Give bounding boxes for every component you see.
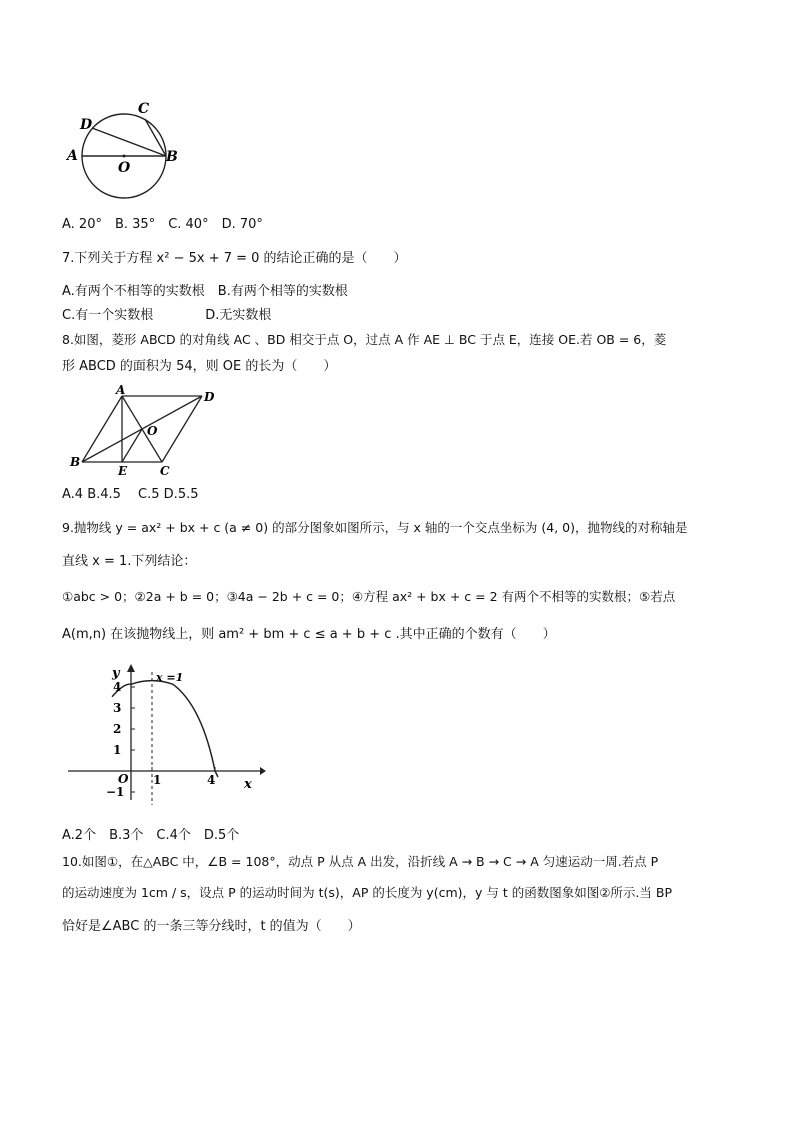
q6-options: A. 20° B. 35° C. 40° D. 70° bbox=[62, 217, 263, 232]
label-d: D bbox=[80, 117, 93, 133]
q7-options-row2: C.有一个实数根 D.无实数根 bbox=[62, 308, 272, 323]
chord-db bbox=[92, 128, 166, 156]
q9-stem-line3: ①abc > 0；②2a + b = 0；③4a − 2b + c = 0；④方程 ax² + bx + c = 2 有两个不相等的实数根；⑤若点 bbox=[62, 589, 676, 604]
label-c: C bbox=[160, 464, 170, 478]
y-tick-label-neg1: −1 bbox=[106, 785, 125, 799]
q10-stem-line3: 恰好是∠ABC 的一条三等分线时，t 的值为（ ） bbox=[62, 919, 361, 934]
q9-options: A.2个 B.3个 C.4个 D.5个 bbox=[62, 828, 240, 843]
q9-stem-line2: 直线 x = 1.下列结论： bbox=[62, 554, 197, 569]
parabola-graph bbox=[62, 660, 272, 810]
x-axis-label: x bbox=[244, 777, 252, 792]
label-e: E bbox=[118, 464, 128, 478]
center-point bbox=[123, 155, 126, 158]
side-ab bbox=[82, 396, 122, 462]
q7-stem: 7.下列关于方程 x² − 5x + 7 = 0 的结论正确的是（ ） bbox=[62, 251, 407, 266]
y-tick-label-2: 2 bbox=[113, 722, 122, 736]
x-axis-arrow bbox=[260, 767, 266, 775]
label-a: A bbox=[116, 383, 126, 397]
chord-cb bbox=[145, 119, 166, 156]
label-a: A bbox=[67, 148, 78, 164]
y-axis-arrow bbox=[127, 664, 135, 672]
q8-options: A.4 B.4.5 C.5 D.5.5 bbox=[62, 487, 199, 502]
y-tick-label-4: 4 bbox=[113, 680, 122, 694]
origin-label: O bbox=[118, 772, 129, 786]
symmetry-axis-label: x =1 bbox=[156, 671, 184, 684]
circle-figure bbox=[62, 98, 192, 208]
label-c: C bbox=[138, 101, 150, 117]
rhombus-figure bbox=[62, 382, 232, 480]
y-tick-label-1: 1 bbox=[113, 743, 122, 757]
q7-options-row1: A.有两个不相等的实数根 B.有两个相等的实数根 bbox=[62, 284, 348, 299]
side-cd bbox=[162, 396, 202, 462]
x-tick-label-4: 4 bbox=[207, 773, 216, 787]
x-tick-label-1: 1 bbox=[153, 773, 162, 787]
q8-stem-line2: 形 ABCD 的面积为 54，则 OE 的长为（ ） bbox=[62, 359, 337, 374]
q9-stem-line4: A(m,n) 在该抛物线上，则 am² + bm + c ≤ a + b + c .其中正确的个数有（ ） bbox=[62, 627, 556, 642]
label-o: O bbox=[147, 424, 158, 438]
label-d: D bbox=[204, 390, 215, 404]
parabola-curve bbox=[112, 681, 218, 777]
y-tick-label-3: 3 bbox=[113, 701, 122, 715]
label-b: B bbox=[70, 455, 81, 469]
q8-stem-line1: 8.如图，菱形 ABCD 的对角线 AC 、BD 相交于点 O，过点 A 作 AE ⊥ BC 于点 E，连接 OE.若 OB = 6，菱 bbox=[62, 332, 667, 347]
q9-stem-line1: 9.抛物线 y = ax² + bx + c (a ≠ 0) 的部分图象如图所示，与 x 轴的一个交点坐标为 (4, 0)，抛物线的对称轴是 bbox=[62, 520, 688, 535]
q10-stem-line1: 10.如图①，在△ABC 中，∠B = 108°，动点 P 从点 A 出发，沿折线 A → B → C → A 匀速运动一周.若点 P bbox=[62, 854, 659, 869]
q10-stem-line2: 的运动速度为 1cm / s，设点 P 的运动时间为 t(s)，AP 的长度为 y(cm)，y 与 t 的函数图象如图②所示.当 BP bbox=[62, 885, 672, 900]
y-axis-label: y bbox=[112, 666, 120, 681]
label-b: B bbox=[166, 149, 178, 165]
label-o: O bbox=[118, 160, 131, 176]
